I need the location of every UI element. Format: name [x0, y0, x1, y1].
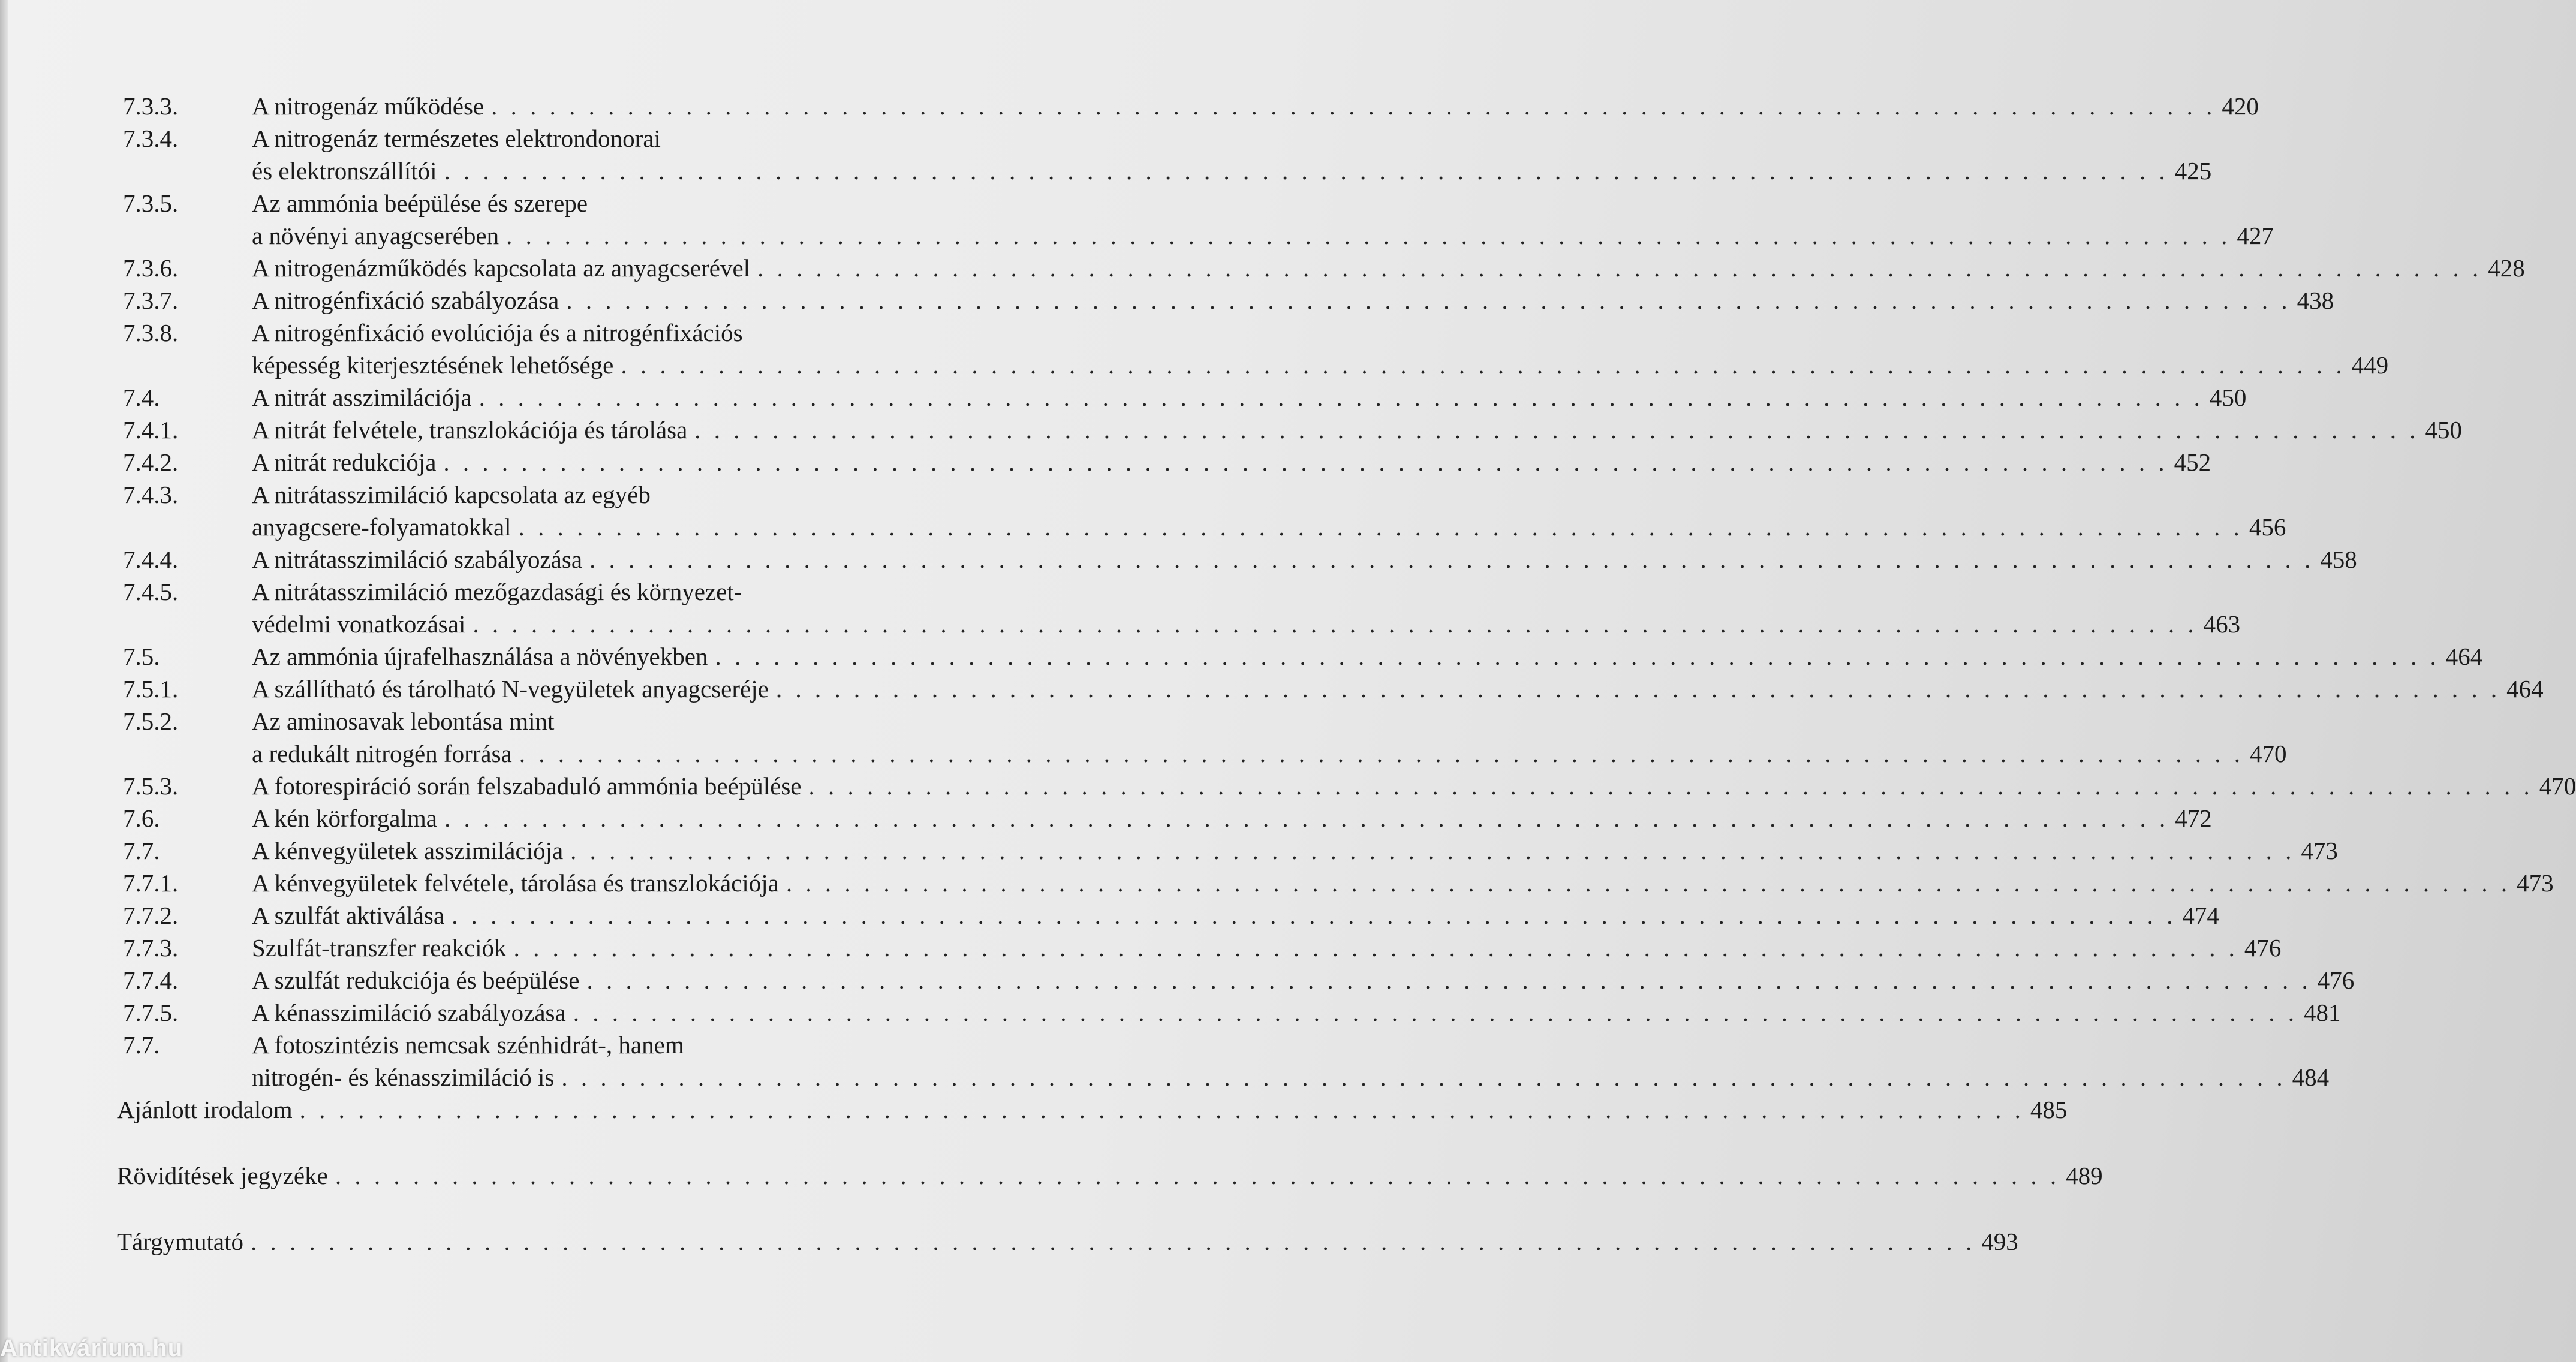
section-number: 7.7.: [123, 1031, 160, 1059]
toc-row: [117, 1159, 2103, 1192]
toc-entry[interactable]: [252, 252, 2525, 284]
page-number: 425: [2174, 157, 2212, 185]
section-title: A nitrát redukciója: [252, 448, 437, 476]
toc-row: [123, 996, 2341, 1029]
section-title: A kénvegyületek felvétele, tárolása és transzlokációja: [252, 869, 779, 897]
section-number: 7.6.: [123, 804, 160, 832]
section-title: nitrogén- és kénasszimiláció is: [252, 1063, 555, 1091]
dot-leader: . . . . . . . . . . . . . . . . . . . . . . . . . . . . . . . . . . . . . . . . . . . . . . . . . . . . . . . . . . . . . . . . . . . . . . . . . . . . . . . . . . . . . . . . .: [443, 448, 2168, 476]
dot-leader: . . . . . . . . . . . . . . . . . . . . . . . . . . . . . . . . . . . . . . . . . . . . . . . . . . . . . . . . . . . . . . . . . . . . . . . . . . . . . . . . . . . . . . . . .: [573, 999, 2298, 1026]
page-number: 438: [2297, 287, 2334, 314]
toc-row: [123, 770, 2576, 802]
section-number: 7.3.8.: [123, 319, 179, 346]
toc-entry[interactable]: [252, 640, 2483, 673]
dot-leader: . . . . . . . . . . . . . . . . . . . . . . . . . . . . . . . . . . . . . . . . . . . . . . . . . . . . . . . . . . . . . . . . . . . . . . . . . . . . . . . . . . . . . . . . .: [694, 416, 2419, 444]
section-number: 7.3.6.: [123, 254, 179, 282]
dot-leader: . . . . . . . . . . . . . . . . . . . . . . . . . . . . . . . . . . . . . . . . . . . . . . . . . . . . . . . . . . . . . . . . . . . . . . . . . . . . . . . . . . . . . . . . .: [561, 1063, 2286, 1091]
toc-entry[interactable]: [252, 802, 2212, 834]
toc-entry[interactable]: [252, 964, 2355, 996]
section-number: 7.3.5.: [123, 189, 179, 217]
toc-row: [123, 349, 2389, 381]
section-number: 7.7.5.: [123, 999, 179, 1026]
toc-row: [123, 834, 2338, 867]
section-title: A nitrát felvétele, transzlokációja és tárolása: [252, 416, 688, 444]
toc-row: [123, 737, 2287, 770]
section-number: 7.4.: [123, 384, 160, 411]
page-number: 473: [2517, 869, 2554, 897]
section-title: A nitrátasszimiláció kapcsolata az egyéb: [252, 481, 651, 508]
toc-row: [123, 414, 2463, 446]
page-number: 472: [2175, 804, 2212, 832]
table-of-contents: [117, 90, 2576, 1258]
section-title: Szulfát-transzfer reakciók: [252, 934, 507, 962]
dot-leader: . . . . . . . . . . . . . . . . . . . . . . . . . . . . . . . . . . . . . . . . . . . . . . . . . . . . . . . . . . . . . . . . . . . . . . . . . . . . . . . . . . . . . . . . .: [473, 610, 2198, 638]
dot-leader: . . . . . . . . . . . . . . . . . . . . . . . . . . . . . . . . . . . . . . . . . . . . . . . . . . . . . . . . . . . . . . . . . . . . . . . . . . . . . . . . . . . . . . . . .: [570, 837, 2295, 864]
toc-entry[interactable]: [252, 608, 2241, 640]
section-title: a redukált nitrogén forrása: [252, 740, 512, 767]
toc-row: [123, 608, 2241, 640]
toc-row: [117, 1225, 2018, 1258]
toc-entry[interactable]: [252, 834, 2338, 867]
dot-leader: . . . . . . . . . . . . . . . . . . . . . . . . . . . . . . . . . . . . . . . . . . . . . . . . . . . . . . . . . . . . . . . . . . . . . . . . . . . . . . . . . . . . . . . . .: [715, 643, 2440, 670]
dot-leader: . . . . . . . . . . . . . . . . . . . . . . . . . . . . . . . . . . . . . . . . . . . . . . . . . . . . . . . . . . . . . . . . . . . . . . . . . . . . . . . . . . . . . . . . .: [566, 287, 2291, 314]
dot-leader: . . . . . . . . . . . . . . . . . . . . . . . . . . . . . . . . . . . . . . . . . . . . . . . . . . . . . . . . . . . . . . . . . . . . . . . . . . . . . . . . . . . . . . . . .: [786, 869, 2511, 897]
toc-entry[interactable]: [252, 284, 2334, 317]
page-number: 420: [2222, 92, 2259, 120]
section-title: A fotoszintézis nemcsak szénhidrát-, hanem: [252, 1031, 684, 1059]
section-number: 7.7.3.: [123, 934, 179, 962]
page-number: 470: [2539, 772, 2576, 800]
section-title: A fotorespiráció során felszabaduló ammónia beépülése: [252, 772, 802, 800]
dot-leader: . . . . . . . . . . . . . . . . . . . . . . . . . . . . . . . . . . . . . . . . . . . . . . . . . . . . . . . . . . . . . . . . . . . . . . . . . . . . . . . . . . . . . . . . .: [479, 384, 2204, 411]
dot-leader: . . . . . . . . . . . . . . . . . . . . . . . . . . . . . . . . . . . . . . . . . . . . . . . . . . . . . . . . . . . . . . . . . . . . . . . . . . . . . . . . . . . . . . . . .: [444, 804, 2169, 832]
section-title: A nitrogenáz természetes elektrondonorai: [252, 125, 661, 152]
page-number: 484: [2292, 1063, 2330, 1091]
page-number: 458: [2320, 546, 2357, 573]
section-title: A nitrogénfixáció szabályozása: [252, 287, 559, 314]
section-number: 7.5.3.: [123, 772, 179, 800]
page-number: 476: [2244, 934, 2282, 962]
section-number: 7.4.4.: [123, 546, 179, 573]
section-title: A szulfát aktiválása: [252, 902, 445, 929]
page-number: 470: [2249, 740, 2287, 767]
watermark: Antikvárium.hu: [0, 1335, 183, 1361]
section-number: 7.3.3.: [123, 92, 179, 120]
page-number: 450: [2209, 384, 2247, 411]
dot-leader: . . . . . . . . . . . . . . . . . . . . . . . . . . . . . . . . . . . . . . . . . . . . . . . . . . . . . . . . . . . . . . . . . . . . . . . . . . . . . . . . . . . . . . . . .: [757, 254, 2482, 282]
page-number: 428: [2488, 254, 2525, 282]
page-number: 474: [2182, 902, 2219, 929]
page-number: 481: [2303, 999, 2341, 1026]
back-matter-title: Rövidítések jegyzéke: [117, 1162, 328, 1189]
section-title: A szállítható és tárolható N-vegyületek anyagcseréje: [252, 675, 769, 703]
toc-row: [123, 187, 950, 219]
toc-row: [123, 1029, 950, 1061]
section-number: 7.4.5.: [123, 578, 179, 605]
page-number: 463: [2203, 610, 2241, 638]
section-title: Az ammónia újrafelhasználása a növényekben: [252, 643, 708, 670]
spacer: [123, 1192, 950, 1225]
toc-row: [123, 705, 950, 737]
page-edge: [0, 0, 8, 1362]
section-number: 7.7.4.: [123, 966, 179, 994]
toc-row: [123, 155, 2212, 187]
dot-leader: . . . . . . . . . . . . . . . . . . . . . . . . . . . . . . . . . . . . . . . . . . . . . . . . . . . . . . . . . . . . . . . . . . . . . . . . . . . . . . . . . . . . . . . . .: [299, 1096, 2024, 1123]
dot-leader: . . . . . . . . . . . . . . . . . . . . . . . . . . . . . . . . . . . . . . . . . . . . . . . . . . . . . . . . . . . . . . . . . . . . . . . . . . . . . . . . . . . . . . . . .: [251, 1228, 1976, 1255]
dot-leader: . . . . . . . . . . . . . . . . . . . . . . . . . . . . . . . . . . . . . . . . . . . . . . . . . . . . . . . . . . . . . . . . . . . . . . . . . . . . . . . . . . . . . . . . .: [335, 1162, 2060, 1189]
section-number: 7.7.: [123, 837, 160, 864]
toc-entry[interactable]: [252, 673, 2544, 705]
toc-row: [123, 317, 950, 349]
toc-row: [123, 219, 2274, 252]
toc-entry[interactable]: [252, 155, 2212, 187]
back-matter-entry[interactable]: [117, 1159, 2103, 1192]
dot-leader: . . . . . . . . . . . . . . . . . . . . . . . . . . . . . . . . . . . . . . . . . . . . . . . . . . . . . . . . . . . . . . . . . . . . . . . . . . . . . . . . . . . . . . . . .: [775, 675, 2501, 703]
section-number: 7.5.: [123, 643, 160, 670]
section-title: A kén körforgalma: [252, 804, 437, 832]
toc-entry[interactable]: [252, 932, 2282, 964]
dot-leader: . . . . . . . . . . . . . . . . . . . . . . . . . . . . . . . . . . . . . . . . . . . . . . . . . . . . . . . . . . . . . . . . . . . . . . . . . . . . . . . . . . . . . . . . .: [491, 92, 2216, 120]
page-number: 452: [2174, 448, 2211, 476]
section-title: A szulfát redukciója és beépülése: [252, 966, 580, 994]
toc-row: [123, 640, 2483, 673]
section-number: 7.3.4.: [123, 125, 179, 152]
section-title: Az ammónia beépülése és szerepe: [252, 189, 588, 217]
dot-leader: . . . . . . . . . . . . . . . . . . . . . . . . . . . . . . . . . . . . . . . . . . . . . . . . . . . . . . . . . . . . . . . . . . . . . . . . . . . . . . . . . . . . . . . . .: [519, 740, 2244, 767]
section-title: védelmi vonatkozásai: [252, 610, 466, 638]
section-title: A nitrát asszimilációja: [252, 384, 472, 411]
back-matter-title: Tárgymutató: [117, 1228, 244, 1255]
section-title: képesség kiterjesztésének lehetősége: [252, 351, 614, 379]
dot-leader: . . . . . . . . . . . . . . . . . . . . . . . . . . . . . . . . . . . . . . . . . . . . . . . . . . . . . . . . . . . . . . . . . . . . . . . . . . . . . . . . . . . . . . . . .: [506, 222, 2231, 249]
dot-leader: . . . . . . . . . . . . . . . . . . . . . . . . . . . . . . . . . . . . . . . . . . . . . . . . . . . . . . . . . . . . . . . . . . . . . . . . . . . . . . . . . . . . . . . . .: [452, 902, 2177, 929]
toc-row: [123, 446, 2211, 478]
toc-row: [123, 673, 2544, 705]
section-title: és elektronszállítói: [252, 157, 437, 185]
toc-row: [123, 932, 2282, 964]
toc-entry[interactable]: [252, 543, 2357, 575]
toc-entry[interactable]: [252, 219, 2274, 252]
back-matter-title: Ajánlott irodalom: [117, 1096, 293, 1123]
toc-entry[interactable]: [252, 381, 2247, 414]
page-number: 485: [2030, 1096, 2068, 1123]
toc-row: [123, 90, 2259, 122]
toc-entry[interactable]: [252, 867, 2554, 899]
toc-entry[interactable]: [252, 90, 2259, 122]
page-number: 473: [2301, 837, 2338, 864]
dot-leader: . . . . . . . . . . . . . . . . . . . . . . . . . . . . . . . . . . . . . . . . . . . . . . . . . . . . . . . . . . . . . . . . . . . . . . . . . . . . . . . . . . . . . . . . .: [518, 513, 2243, 541]
page-number: 449: [2351, 351, 2389, 379]
section-title: A kénasszimiláció szabályozása: [252, 999, 566, 1026]
toc-row: [123, 543, 2357, 575]
section-number: 7.5.1.: [123, 675, 179, 703]
section-title: anyagcsere-folyamatokkal: [252, 513, 511, 541]
page-number: 464: [2445, 643, 2483, 670]
page-number: 489: [2066, 1162, 2103, 1189]
section-number: 7.4.3.: [123, 481, 179, 508]
toc-row: [123, 122, 950, 155]
toc-entry[interactable]: [252, 996, 2341, 1029]
toc-row: [123, 381, 2247, 414]
toc-entry[interactable]: [252, 1061, 2330, 1093]
page-number: 427: [2237, 222, 2274, 249]
section-number: 7.7.1.: [123, 869, 179, 897]
toc-entry[interactable]: [252, 349, 2389, 381]
section-number: 7.3.7.: [123, 287, 179, 314]
section-number: 7.7.2.: [123, 902, 179, 929]
section-title: A nitrogénfixáció evolúciója és a nitrogénfixációs: [252, 319, 743, 346]
section-title: A nitrogenázműködés kapcsolata az anyagcserével: [252, 254, 751, 282]
toc-row: [123, 899, 2219, 932]
back-matter-entry[interactable]: [117, 1225, 2018, 1258]
toc-row: [123, 478, 950, 511]
page-number: 456: [2249, 513, 2286, 541]
toc-row: [123, 964, 2355, 996]
page-number: 464: [2506, 675, 2544, 703]
toc-entry[interactable]: [252, 511, 2286, 543]
toc-entry[interactable]: [252, 446, 2211, 478]
section-number: 7.4.1.: [123, 416, 179, 444]
spacer: [123, 1126, 950, 1159]
section-number: 7.5.2.: [123, 707, 179, 735]
dot-leader: . . . . . . . . . . . . . . . . . . . . . . . . . . . . . . . . . . . . . . . . . . . . . . . . . . . . . . . . . . . . . . . . . . . . . . . . . . . . . . . . . . . . . . . . .: [444, 157, 2169, 185]
section-title: a növényi anyagcserében: [252, 222, 499, 249]
back-matter-entry[interactable]: [117, 1093, 2068, 1126]
toc-entry[interactable]: [252, 414, 2463, 446]
section-title: A kénvegyületek asszimilációja: [252, 837, 564, 864]
toc-row: [123, 252, 2525, 284]
page-number: 450: [2425, 416, 2463, 444]
dot-leader: . . . . . . . . . . . . . . . . . . . . . . . . . . . . . . . . . . . . . . . . . . . . . . . . . . . . . . . . . . . . . . . . . . . . . . . . . . . . . . . . . . . . . . . . .: [586, 966, 2312, 994]
toc-entry[interactable]: [252, 737, 2287, 770]
section-title: Az aminosavak lebontása mint: [252, 707, 555, 735]
toc-row: [117, 1093, 2068, 1126]
page-number: 493: [1981, 1228, 2018, 1255]
section-title: A nitrogenáz működése: [252, 92, 484, 120]
toc-row: [123, 1061, 2330, 1093]
section-title: A nitrátasszimiláció szabályozása: [252, 546, 583, 573]
dot-leader: . . . . . . . . . . . . . . . . . . . . . . . . . . . . . . . . . . . . . . . . . . . . . . . . . . . . . . . . . . . . . . . . . . . . . . . . . . . . . . . . . . . . . . . . .: [513, 934, 2238, 962]
dot-leader: . . . . . . . . . . . . . . . . . . . . . . . . . . . . . . . . . . . . . . . . . . . . . . . . . . . . . . . . . . . . . . . . . . . . . . . . . . . . . . . . . . . . . . . . .: [589, 546, 2315, 573]
toc-row: [123, 867, 2554, 899]
toc-row: [123, 284, 2334, 317]
toc-row: [123, 802, 2212, 834]
page-number: 476: [2317, 966, 2355, 994]
section-title: A nitrátasszimiláció mezőgazdasági és környezet-: [252, 578, 742, 605]
section-number: 7.4.2.: [123, 448, 179, 476]
dot-leader: . . . . . . . . . . . . . . . . . . . . . . . . . . . . . . . . . . . . . . . . . . . . . . . . . . . . . . . . . . . . . . . . . . . . . . . . . . . . . . . . . . . . . . . . .: [808, 772, 2533, 800]
toc-row: [123, 575, 950, 608]
dot-leader: . . . . . . . . . . . . . . . . . . . . . . . . . . . . . . . . . . . . . . . . . . . . . . . . . . . . . . . . . . . . . . . . . . . . . . . . . . . . . . . . . . . . . . . . .: [621, 351, 2346, 379]
toc-entry[interactable]: [252, 770, 2576, 802]
toc-entry[interactable]: [252, 899, 2219, 932]
toc-row: [123, 511, 2286, 543]
